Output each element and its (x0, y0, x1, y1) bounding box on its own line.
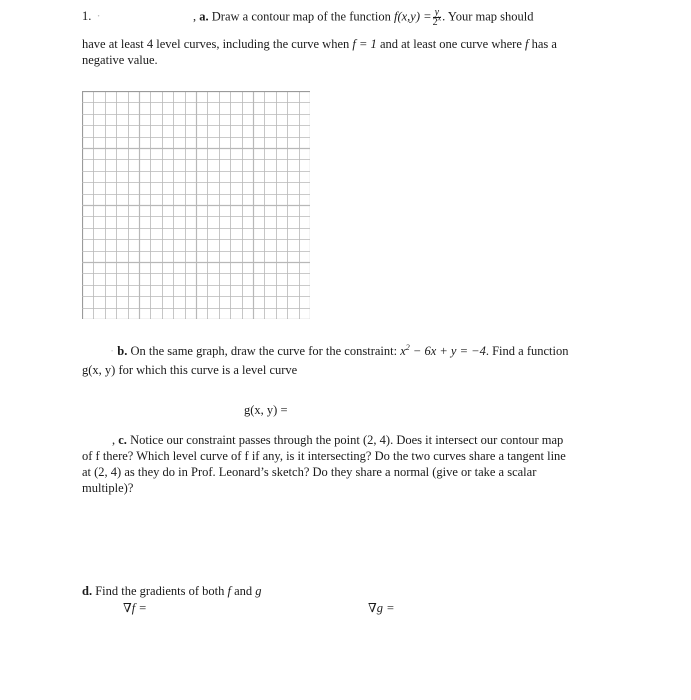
fraction: $\frac{y}{2^x}$ (432, 7, 442, 28)
part-c-line4: multiple)? (82, 481, 134, 495)
contour-grid (82, 91, 310, 319)
part-a-line1: , a. Draw a contour map of the function f(x,y) = $\frac{y}{2^x}$ . Your map should (193, 7, 534, 28)
part-b-line2: g(x, y) for which this curve is a level curve (82, 363, 298, 377)
part-a-label: a. (199, 9, 209, 24)
part-a-line2: have at least 4 level curves, including the curve when f = 1 and at least one curve where f has a (82, 37, 557, 51)
gradient-f-label: ∇f = (123, 601, 147, 615)
constraint-equation: $x^2 - 6x + y = -4$ (400, 342, 486, 358)
problem-number: 1. · (82, 9, 101, 23)
gradient-g-label: ∇g = (368, 601, 395, 615)
part-c-line3: at (2, 4) as they do in Prof. Leonard’s sketch? Do they share a normal (give or take a scalar (82, 465, 537, 479)
part-c-line2: of f there? Which level curve of f if any, is it intersecting? Do the two curves share a tangent line (82, 449, 566, 463)
part-d-label: d. (82, 584, 93, 598)
part-c-line1: , c. Notice our constraint passes through the point (2, 4). Does it intersect our contour map (112, 433, 564, 447)
part-b-line1: · b. On the same graph, draw the curve for the constraint: $x^2 - 6x + y = -4$. Find a function (110, 342, 569, 358)
part-a-line3: negative value. (82, 53, 158, 67)
grid-svg (82, 91, 310, 319)
part-c-label: c. (118, 433, 127, 447)
function-f: f(x,y) = (393, 9, 432, 24)
tick-mark: · (96, 9, 101, 23)
part-b-label: b. (117, 344, 128, 358)
part-d-line1: d. Find the gradients of both f and g (82, 584, 262, 598)
g-answer-label: g(x, y) = (244, 403, 288, 417)
